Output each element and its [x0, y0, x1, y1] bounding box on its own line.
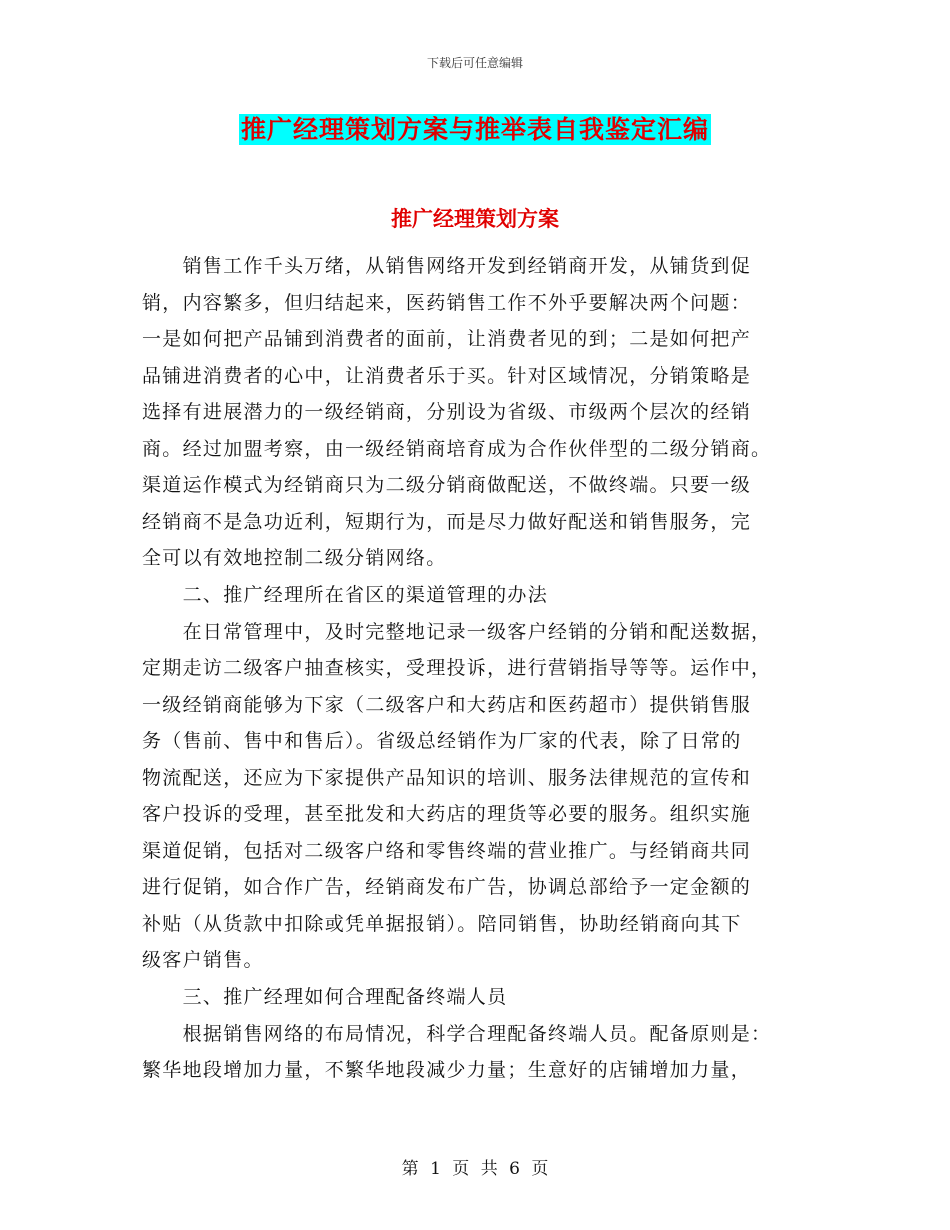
body-line: 一级经销商能够为下家（二级客户和大药店和医药超市）提供销售服 — [142, 693, 752, 716]
body-line: 补贴（从货款中扣除或凭单据报销）。陪同销售，协助经销商向其下 — [142, 912, 742, 935]
body-line: 商。经过加盟考察，由一级经销商培育成为合作伙伴型的二级分销商。 — [142, 437, 772, 460]
body-line: 渠道运作模式为经销商只为二级分销商做配送，不做终端。只要一级 — [142, 474, 752, 497]
body-line: 务（售前、售中和售后）。省级总经销作为厂家的代表，除了日常的 — [142, 730, 742, 753]
body-line: 选择有进展潜力的一级经销商，分别设为省级、市级两个层次的经销 — [142, 401, 752, 424]
body-line: 渠道促销，包括对二级客户络和零售终端的营业推广。与经销商共同 — [142, 839, 752, 862]
body-line: 销售工作千头万绪，从销售网络开发到经销商开发，从铺货到促 — [142, 255, 752, 277]
body-line: 销，内容繁多，但归结起来，医药销售工作不外乎要解决两个问题： — [142, 291, 752, 314]
section-title: 推广经理策划方案 — [391, 207, 559, 231]
body-line: 二、推广经理所在省区的渠道管理的办法 — [142, 583, 549, 606]
body-line: 物流配送，还应为下家提供产品知识的培训、服务法律规范的宣传和 — [142, 766, 752, 789]
body-line: 全可以有效地控制二级分销网络。 — [142, 547, 447, 570]
document-title — [0, 110, 950, 146]
body-line: 经销商不是急功近利，短期行为，而是尽力做好配送和销售服务，完 — [142, 510, 752, 533]
body-line: 三、推广经理如何合理配备终端人员 — [142, 986, 508, 1008]
body-line: 一是如何把产品铺到消费者的面前，让消费者见的到；二是如何把产 — [142, 328, 752, 351]
body-line: 定期走访二级客户抽查核实，受理投诉，进行营销指导等等。运作中， — [142, 657, 772, 680]
header-note: 下载后可任意编辑 — [426, 56, 523, 70]
body-line: 级客户销售。 — [142, 949, 264, 972]
body-line: 进行促销，如合作广告，经销商发布广告，协调总部给予一定金额的 — [142, 876, 752, 899]
page-footer: 第 1 页 共 6 页 — [401, 1159, 549, 1179]
body-line: 在日常管理中，及时完整地记录一级客户经销的分销和配送数据， — [142, 620, 772, 643]
body-line: 品铺进消费者的心中，让消费者乐于买。针对区域情况，分销策略是 — [142, 364, 752, 387]
body-line: 繁华地段增加力量，不繁华地段减少力量；生意好的店铺增加力量， — [142, 1059, 752, 1082]
body-line: 客户投诉的受理，甚至批发和大药店的理货等必要的服务。组织实施 — [142, 803, 752, 826]
document-title-text: 推广经理策划方案与推举表自我鉴定汇编 — [240, 115, 709, 144]
body-line: 根据销售网络的布局情况，科学合理配备终端人员。配备原则是： — [142, 1022, 772, 1045]
